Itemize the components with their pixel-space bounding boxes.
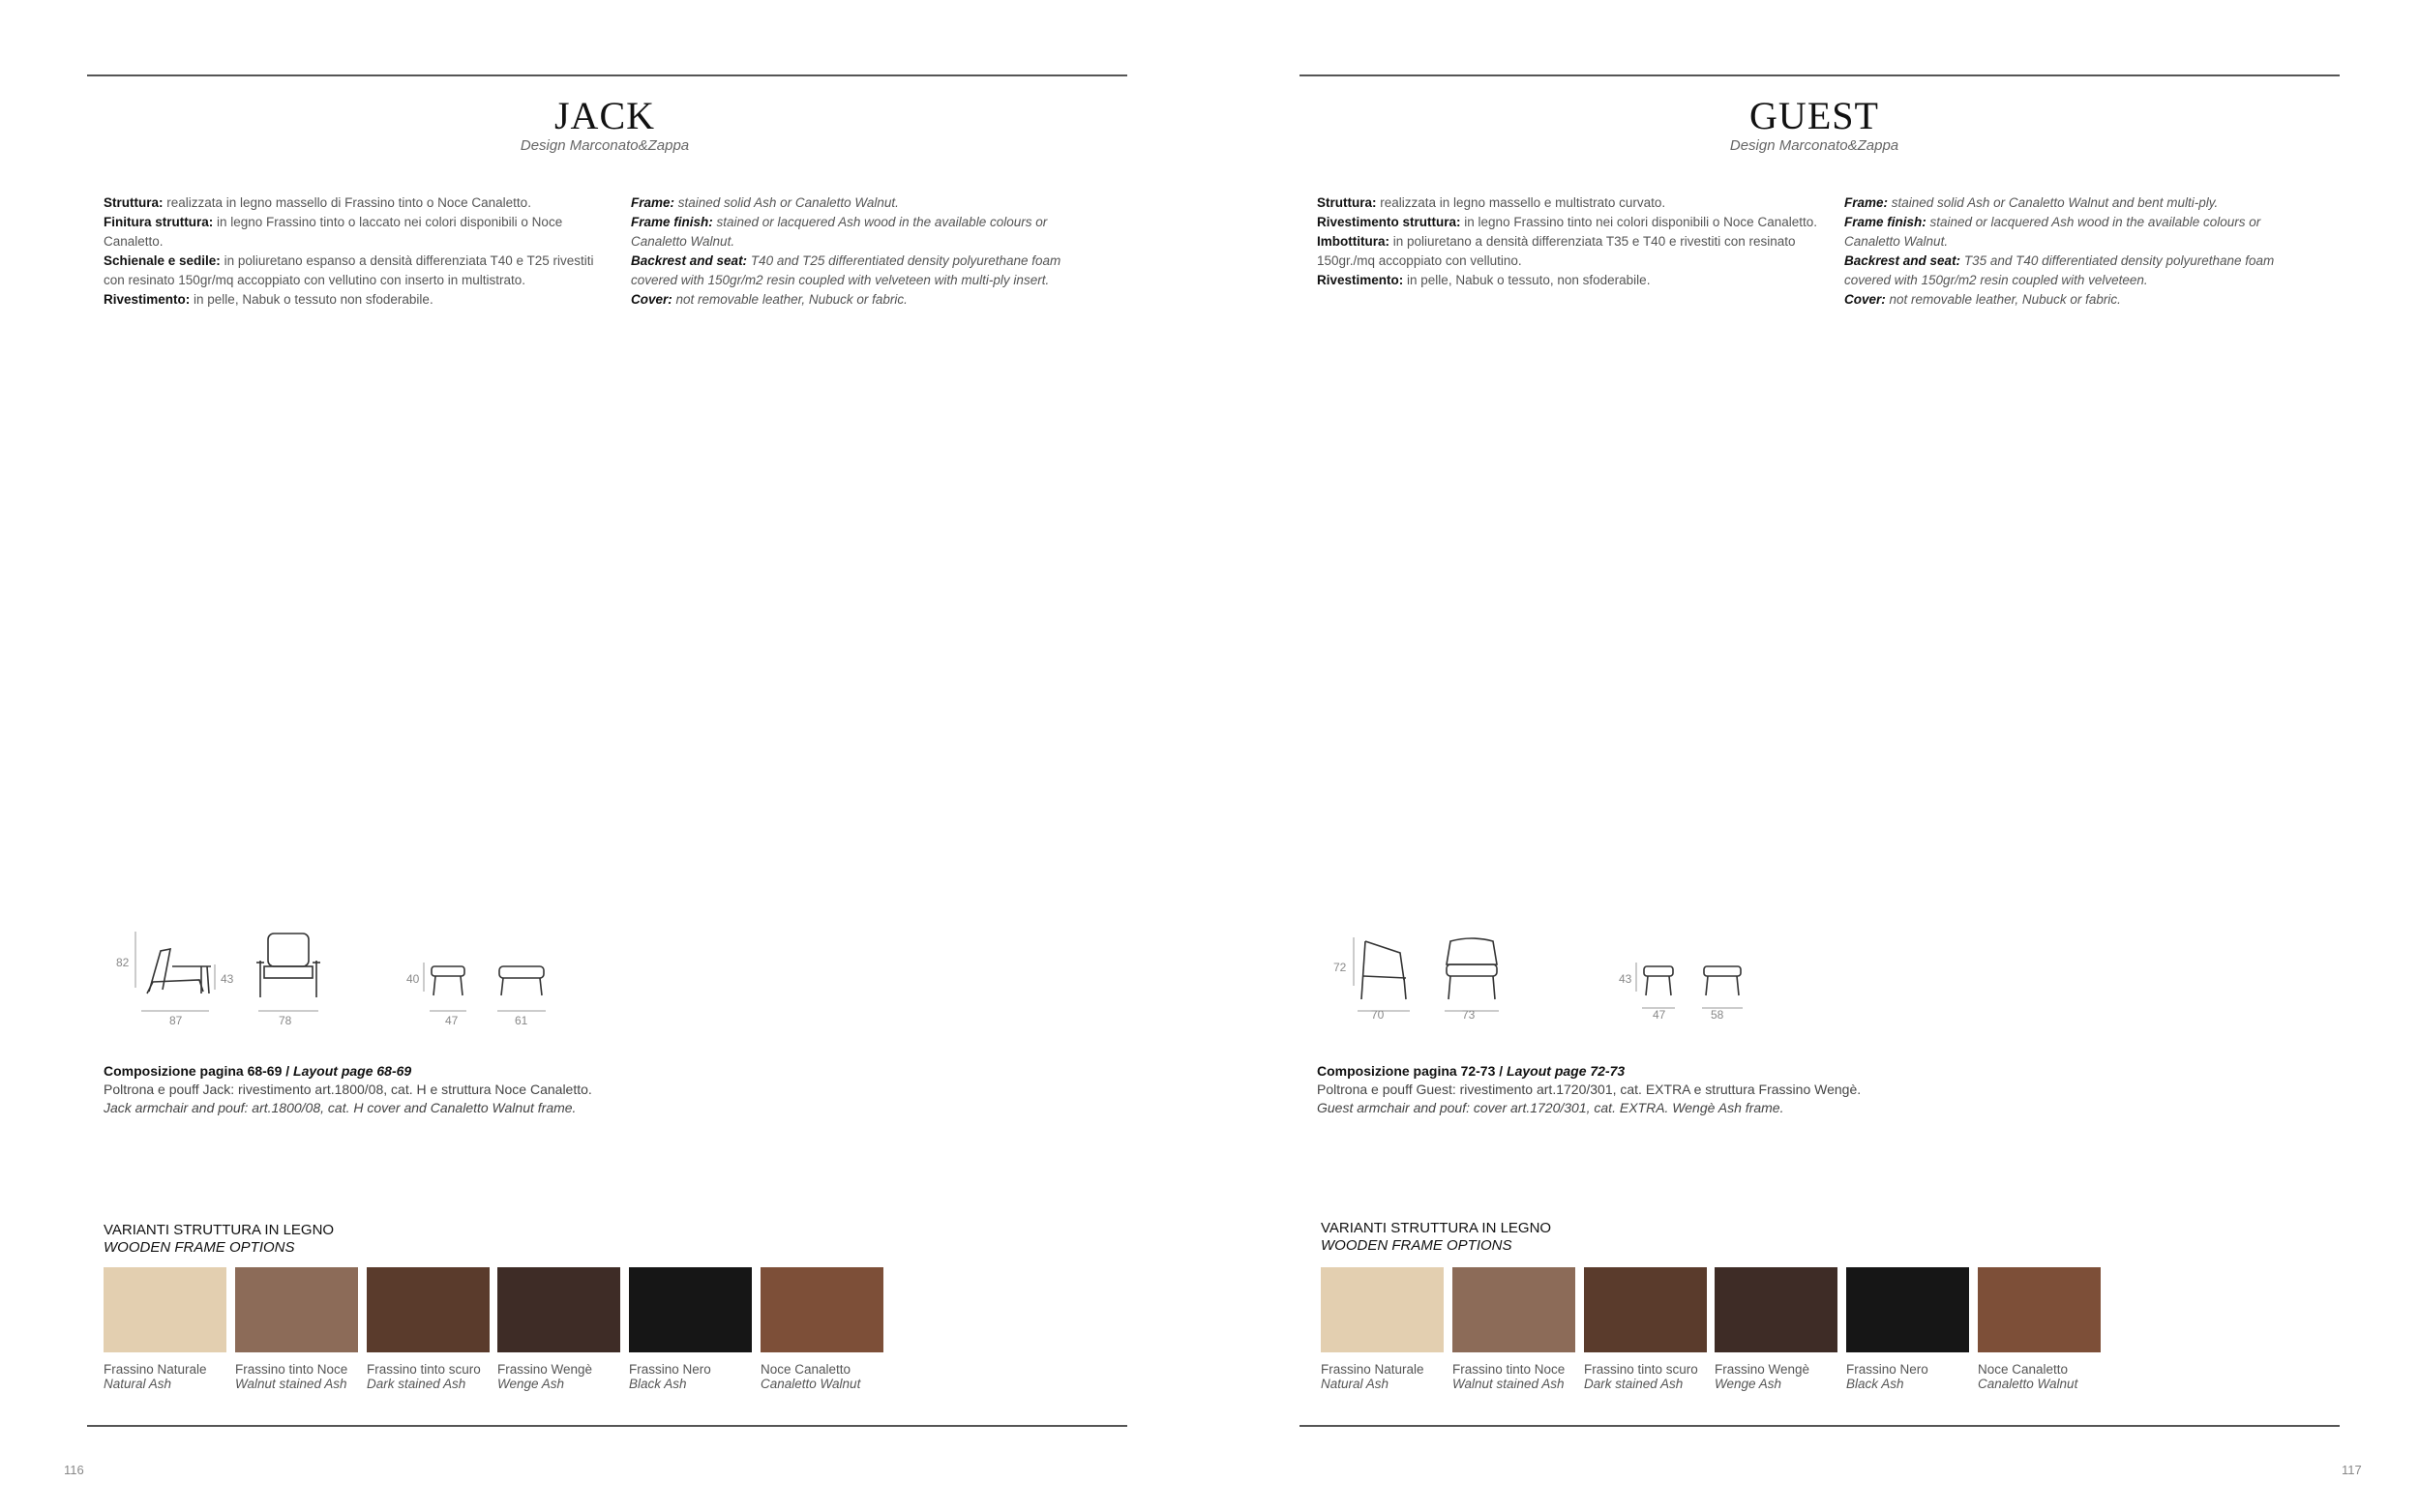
- spec-row: Rivestimento: in pelle, Nabuk o tessuto, non sfoderabile.: [1317, 273, 1651, 287]
- swatch-chip: [367, 1267, 490, 1352]
- swatch-black-ash[interactable]: Frassino Nero Black Ash: [1846, 1267, 1969, 1391]
- dim-pouf-depth: 47: [1653, 1008, 1666, 1022]
- spec-row: Frame: stained solid Ash or Canaletto Walnut.: [631, 195, 899, 210]
- spec-italian: [1317, 193, 1820, 290]
- dim-width: 73: [1462, 1008, 1476, 1022]
- swatch-chip: [1715, 1267, 1837, 1352]
- swatch-chip: [497, 1267, 620, 1352]
- dim-pouf-height: 43: [1619, 972, 1632, 986]
- page-number: 117: [2342, 1463, 2362, 1477]
- designer-credit: Design Marconato&Zappa: [1729, 137, 1899, 154]
- spec-row: Struttura: realizzata in legno massello di Frassino tinto o Noce Canaletto.: [104, 195, 531, 210]
- spec-english: [631, 193, 1105, 310]
- dim-seat-height: 43: [221, 972, 234, 986]
- swatch-wenge-ash[interactable]: Frassino Wengè Wenge Ash: [497, 1267, 620, 1391]
- product-title: JACK: [553, 94, 656, 137]
- spec-english: [1844, 193, 2318, 310]
- composition-note: Composizione pagina 72-73 / Layout page 72-73 Poltrona e pouff Guest: rivestimento art.1720/301, cat. EXTRA e struttura Frassino Wengè. Guest armchair and pouf: cover art.1720/301, cat. EXTRA. Wengè Ash frame.: [1317, 1063, 1862, 1115]
- swatch-dark-stained-ash[interactable]: Frassino tinto scuro Dark stained Ash: [1584, 1267, 1707, 1391]
- top-rule: [1299, 74, 2340, 76]
- pouf-front-icon: [495, 963, 553, 1021]
- dim-depth: 87: [169, 1014, 183, 1027]
- dim-height: 82: [116, 956, 130, 969]
- spec-row: Cover: not removable leather, Nubuck or fabric.: [631, 292, 908, 307]
- swatch-walnut-stained-ash[interactable]: Frassino tinto Noce Walnut stained Ash: [235, 1267, 358, 1391]
- swatch-walnut-stained-ash[interactable]: Frassino tinto Noce Walnut stained Ash: [1452, 1267, 1575, 1391]
- composition-note: Composizione pagina 68-69 / Layout page 68-69 Poltrona e pouff Jack: rivestimento art.1800/08, cat. H e struttura Noce Canaletto. Jack armchair and pouf: art.1800/08, cat. H cover and Canaletto Walnut frame.: [104, 1063, 592, 1115]
- spec-row: Frame finish: stained or lacquered Ash wood in the available colours or Canaletto Walnut.: [631, 215, 1048, 249]
- pouf-front-icon: [1700, 963, 1748, 1021]
- swatch-chip: [1978, 1267, 2101, 1352]
- spec-row: Struttura: realizzata in legno massello e multistrato curvato.: [1317, 195, 1666, 210]
- pouf-side-icon: [422, 963, 480, 1021]
- spec-row: Schienale e sedile: in poliuretano espanso a densità differenziata T40 e T25 rivestiti con resinato 150gr/mq accoppiato con vellutino con inserto in multistrato.: [104, 253, 594, 287]
- spec-row: Finitura struttura: in legno Frassino tinto o laccato nei colori disponibili o Noce Canaletto.: [104, 215, 563, 249]
- spec-row: Frame finish: stained or lacquered Ash wood in the available colours or Canaletto Walnut.: [1844, 215, 2261, 249]
- dim-pouf-height: 40: [406, 972, 420, 986]
- right-page: [1210, 0, 2419, 1512]
- armchair-front-icon: [1443, 937, 1510, 1029]
- spec-row: Cover: not removable leather, Nubuck or fabric.: [1844, 292, 2121, 307]
- dim-width: 78: [279, 1014, 292, 1027]
- product-title: GUEST: [1749, 94, 1879, 137]
- swatch-wenge-ash[interactable]: Frassino Wengè Wenge Ash: [1715, 1267, 1837, 1391]
- designer-credit: Design Marconato&Zappa: [520, 137, 690, 154]
- spec-row: Rivestimento struttura: in legno Frassino tinto nei colori disponibili o Noce Canaletto.: [1317, 215, 1817, 229]
- swatch-canaletto-walnut[interactable]: Noce Canaletto Canaletto Walnut: [761, 1267, 883, 1391]
- swatch-chip: [1584, 1267, 1707, 1352]
- spec-row: Frame: stained solid Ash or Canaletto Walnut and bent multi-ply.: [1844, 195, 2219, 210]
- dimension-sketches: [97, 924, 774, 1030]
- armchair-front-icon: [256, 932, 334, 1028]
- bottom-rule: [1299, 1425, 2340, 1427]
- variants-title: VARIANTI STRUTTURA IN LEGNO WOODEN FRAME OPTIONS: [104, 1222, 335, 1256]
- dim-height: 72: [1333, 961, 1347, 974]
- swatch-dark-stained-ash[interactable]: Frassino tinto scuro Dark stained Ash: [367, 1267, 490, 1391]
- spec-row: Rivestimento: in pelle, Nabuk o tessuto non sfoderabile.: [104, 292, 433, 307]
- dim-pouf-depth: 47: [445, 1014, 459, 1027]
- spec-italian: [104, 193, 607, 310]
- dim-depth: 70: [1371, 1008, 1385, 1022]
- swatch-chip: [235, 1267, 358, 1352]
- swatch-chip: [1846, 1267, 1969, 1352]
- spec-row: Backrest and seat: T40 and T25 differentiated density polyurethane foam covered with 150gr/m2 resin coupled with velveteen with multi-ply insert.: [631, 253, 1061, 287]
- swatch-natural-ash[interactable]: Frassino Naturale Natural Ash: [104, 1267, 226, 1391]
- page-number: 116: [64, 1463, 84, 1477]
- top-rule: [87, 74, 1127, 76]
- swatch-chip: [629, 1267, 752, 1352]
- swatch-natural-ash[interactable]: Frassino Naturale Natural Ash: [1321, 1267, 1444, 1391]
- dim-pouf-width: 58: [1711, 1008, 1724, 1022]
- swatch-chip: [104, 1267, 226, 1352]
- swatch-black-ash[interactable]: Frassino Nero Black Ash: [629, 1267, 752, 1391]
- spec-row: Backrest and seat: T35 and T40 differentiated density polyurethane foam covered with 150gr/m2 resin coupled with velveteen.: [1844, 253, 2275, 287]
- swatch-chip: [761, 1267, 883, 1352]
- swatch-canaletto-walnut[interactable]: Noce Canaletto Canaletto Walnut: [1978, 1267, 2101, 1391]
- swatch-chip: [1321, 1267, 1444, 1352]
- swatch-chip: [1452, 1267, 1575, 1352]
- dimension-sketches: [1330, 924, 2008, 1030]
- dim-pouf-width: 61: [515, 1014, 528, 1027]
- armchair-side-icon: [1352, 937, 1439, 1029]
- spec-row: Imbottitura: in poliuretano a densità differenziata T35 e T40 e rivestiti con resinato 150gr./mq accoppiato con vellutino.: [1317, 234, 1796, 268]
- variants-title: VARIANTI STRUTTURA IN LEGNO WOODEN FRAME OPTIONS: [1321, 1220, 1552, 1254]
- bottom-rule: [87, 1425, 1127, 1427]
